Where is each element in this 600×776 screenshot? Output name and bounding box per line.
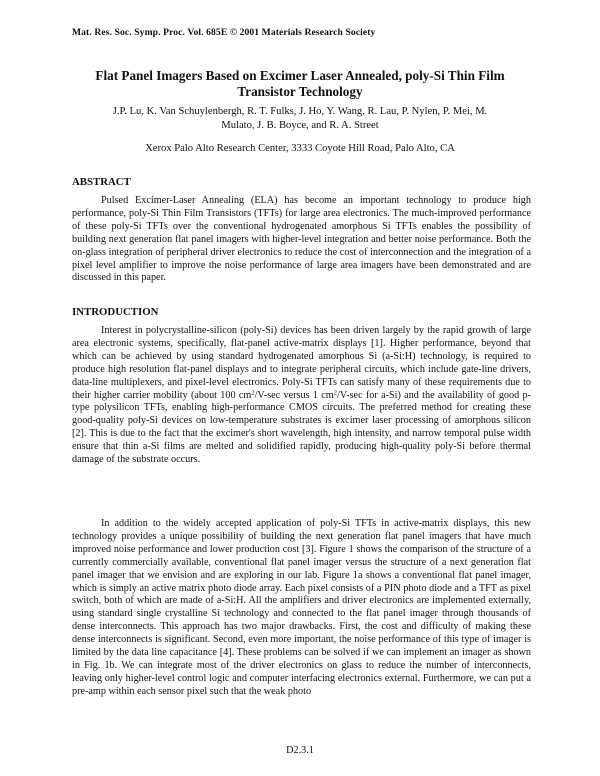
journal-citation: Mat. Res. Soc. Symp. Proc. Vol. 685E © 2001 Materials Research Society bbox=[72, 27, 376, 38]
introduction-paragraph-2: In addition to the widely accepted application of poly-Si TFTs in active-matrix displays, this new technology provides a unique possibility of building the next generation flat panel imagers that have much improved noise performance and lower production cost [3]. Figure 1 shows the comparison of the structure of a currently commercially available, conventional flat panel imager versus the structure of a next generation flat panel imager that we envision and are exploring in our lab. Figure 1a shows a conventional flat panel imager, which is simply an active matrix photo diode array. Each pixel consists of a PIN photo diode and a TFT as pixel switch, both of which are made of a-Si:H. All the amplifiers and driver electronics are implemented externally, using standard single crystalline Si technology and connected to the flat panel imager through thousands of dense interconnects. This approach has two major drawbacks. First, the cost and difficulty of making these dense interconnects is significant. Second, even more important, the noise performance of this type of imager is limited by the data line capacitance [4]. These problems can be solved if we can implement an imager as shown in Fig. 1b. We can integrate most of the driver electronics on glass to reduce the number of interconnects, leaving only higher-level control logic and computer interfacing electronics external. Furthermore, we can put a pre-amp within each sensor pixel such that the weak photo bbox=[72, 518, 531, 697]
superscript-squared: 2 bbox=[251, 389, 255, 397]
author-line-1: J.P. Lu, K. Van Schuylenbergh, R. T. Fulks, J. Ho, Y. Wang, R. Lau, P. Nylen, P. Mei, M. bbox=[112, 106, 488, 117]
author-line-2: Mulato, J. B. Boyce, and R. A. Street bbox=[221, 120, 379, 131]
title-line-2: Transistor Technology bbox=[237, 84, 363, 99]
intro-p1-part-a: Interest in polycrystalline-silicon (poly-Si) devices has been driven largely by the rapid growth of large area electronic systems, specifically, flat-panel active-matrix displays [1]. Higher performance, beyond that which can be achieved by using standard hydrogenated amorphous Si (a-Si:H) technology, is required to produce high resolution flat-panel displays and to integrate peripheral circuits, which include gate-line drivers, data-line multiplexers, and pixel-level electronics. Poly-Si TFTs can satisfy many of these requirements due to their higher carrier mobility (about 100 cm bbox=[72, 325, 531, 401]
intro-p1-part-b: /V-sec versus 1 cm bbox=[254, 389, 334, 401]
abstract-heading: ABSTRACT bbox=[72, 176, 131, 188]
introduction-heading: INTRODUCTION bbox=[72, 306, 159, 318]
title-line-1: Flat Panel Imagers Based on Excimer Laser Annealed, poly-Si Thin Film bbox=[95, 68, 505, 83]
author-list bbox=[80, 105, 520, 133]
superscript-squared: 2 bbox=[333, 389, 337, 397]
paper-title bbox=[60, 68, 540, 100]
abstract-text: Pulsed Excimer-Laser Annealing (ELA) has become an important technology to produce high performance, poly-Si Thin Film Transistors (TFTs) for large area electronics. The much-improved performance of these poly-Si TFTs over the conventional hydrogenated amorphous Si TFTs enables the possibility of building next generation flat panel imagers with higher-level integration and better noise performance. Both the on-glass integration of peripheral driver electronics to reduce the cost of interconnection and the integration of a pixel level amplifier to improve the noise performance of large area imagers have been demonstrated and are discussed in this paper. bbox=[72, 195, 531, 284]
page-number: D2.3.1 bbox=[286, 745, 314, 756]
introduction-paragraph-1 bbox=[72, 325, 531, 467]
intro-p1-part-c: /V-sec for a-Si) and the availability of good p-type polysilicon TFTs, enabling high-performance CMOS circuits. The preferred method for creating these good-quality poly-Si devices on low-temperature substrates is excimer laser processing of amorphous silicon [2]. This is due to the fact that the excimer's short wavelength, high intensity, and narrow temporal pulse width ensure that thin a-Si films are melted and solidified rapidly, producing high-quality poly-Si before thermal damage of the substrate occurs. bbox=[72, 389, 531, 466]
affiliation: Xerox Palo Alto Research Center, 3333 Coyote Hill Road, Palo Alto, CA bbox=[145, 143, 455, 154]
